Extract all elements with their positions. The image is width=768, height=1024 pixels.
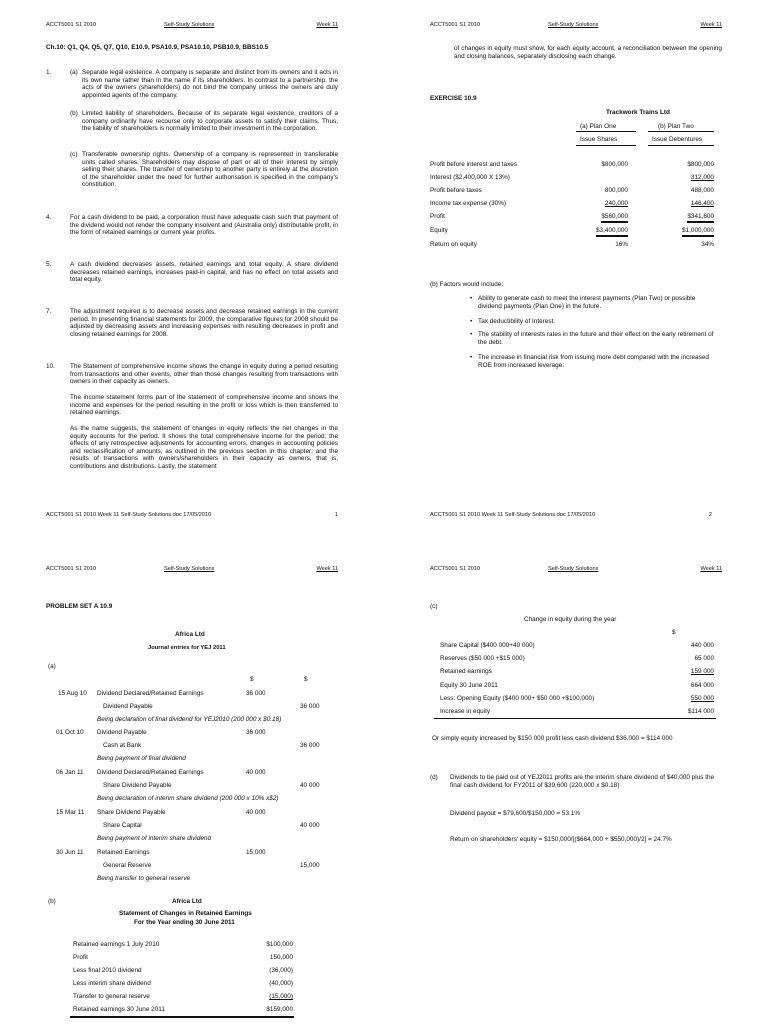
journal-account: Dividend Declared/Retained Earnings	[97, 690, 204, 697]
header-course: ACCT5001 S1 2010	[430, 22, 481, 28]
header-title: Self-Study Solutions	[164, 566, 215, 572]
bullet-item: Ability to generate cash to meet the interest payments (Plan Two) or possible dividend payments (Plan One) in the future.	[478, 295, 696, 310]
chapter-title: Ch.10: Q1, Q4, Q5, Q7, Q10, E10.9, PSA10.9, PSA10.10, PSB10.9, BBS10.5	[46, 44, 269, 51]
header-week: Week 11	[316, 22, 338, 28]
q1c-text: Transferable ownership rights. Ownership of a company is represented in transferable units called shares. Shareholders may dispose of part or all of their interest by simply selling their shares. The transfer of ownership to another party is entirely at the discretion of the shareholder under the need for further authorisation is specified in the company's constitution.	[82, 151, 338, 189]
journal-date: 06 Jan 11	[56, 769, 84, 776]
bullet-icon: •	[470, 354, 473, 361]
company-name: Trackwork Trains Ltd	[606, 109, 670, 116]
row-label: Income tax expense (30%)	[430, 200, 507, 207]
col-a-rule	[576, 131, 636, 132]
col-a-subheader: Issue Shares	[580, 136, 618, 143]
row-plan-two: 34%	[701, 241, 714, 248]
part-a-label: (a)	[48, 663, 56, 670]
change-title: Change in equity during the year	[524, 616, 617, 623]
row-label: Equity	[430, 227, 448, 234]
row-plan-one: 800,000	[604, 187, 628, 194]
col-b-subheader: Issue Debentures	[652, 136, 703, 143]
journal-narration: Being payment of interim share dividend	[97, 835, 212, 842]
row-plan-one: 240,000	[604, 200, 628, 207]
journal-debit: 36 000	[246, 729, 266, 736]
re-row-label: Less interim share dividend	[73, 980, 151, 987]
row-label: Profit before taxes	[430, 187, 482, 194]
re-row-value: (15,000)	[269, 993, 293, 1000]
change-row-label: Equity 30 June 2011	[440, 682, 498, 689]
re-row-label: Transfer to general reserve	[73, 993, 150, 1000]
footer-filename: ACCT5001 S1 2010 Week 11 Self-Study Solutions.doc 17/05/2010	[46, 512, 212, 518]
part-c-label: (c)	[430, 603, 438, 610]
col-b-rule	[648, 131, 714, 132]
credit-currency: $	[304, 676, 308, 683]
company-name: Africa Ltd	[175, 631, 205, 638]
journal-account: Share Capital	[103, 822, 142, 829]
journal-credit: 40 000	[300, 782, 320, 789]
q10-paragraph-3: As the name suggests, the statement of changes in equity reflects the net changes in the equity accounts for the period. It shows the total comprehensive income for the period; the effects of any retrospective adjustments for accounting errors, changes in accounting policies and reclassification of amounts, as outlined in the previous section in this chapter; and the results of transactions with owners/shareholders in their capacity as owners, that is, contributions and distributions. Lastly, the statement	[70, 425, 338, 470]
header-course: ACCT5001 S1 2010	[46, 566, 97, 572]
row-plan-two: 312,000	[690, 174, 714, 181]
re-row-value: (40,000)	[269, 980, 293, 987]
re-row-value: $100,000	[266, 941, 293, 948]
q5-text: A cash dividend decreases assets, retained earnings and total equity. A share dividend decreases retained earnings, increases paid-in capital, and has no effect on total assets and total equity.	[70, 261, 338, 284]
header-week: Week 11	[700, 22, 722, 28]
journal-subtitle: Journal entries for YEJ 2011	[148, 645, 226, 651]
part-b-label: (b)	[48, 898, 56, 905]
change-row-value: 65 000	[694, 655, 714, 662]
exercise-heading: EXERCISE 10.9	[430, 95, 477, 102]
bullet-item: The increase in financial risk from issuing more debt compared with the increased ROE from increased leverage.	[478, 354, 709, 369]
col-b-header: (b) Plan Two	[658, 123, 694, 130]
page-2	[384, 0, 768, 512]
row-label: Return on equity	[430, 241, 477, 248]
journal-date: 15 Aug 10	[58, 690, 87, 697]
change-row-value: 440 000	[690, 642, 714, 649]
footer-page-number: 1	[334, 512, 338, 518]
q10-continued: of changes in equity must show, for each equity account, a reconciliation between the opening and closing balances, separately disclosing each change.	[454, 45, 722, 60]
journal-date: 01 Oct 10	[56, 729, 84, 736]
re-row-value: 150,000	[269, 954, 293, 961]
re-row-label: Profit	[73, 954, 88, 961]
journal-narration: Being declaration of final dividend for YEJ2010 (200 000 x $0.18)	[97, 716, 282, 723]
journal-credit: 36 000	[300, 742, 320, 749]
alternative-calculation: Or simply equity increased by $150 000 profit less cash dividend $36,000 = $114 000	[432, 735, 673, 742]
re-row-label: Retained earnings 1 July 2010	[73, 941, 160, 948]
part-d-text: Dividends to be paid out of YEJ2011 profits are the interim share dividend of $40,000 plus the final cash dividend for FY2011 of $39,600 (220,000 x $0.18)	[450, 774, 715, 789]
col-b-rule-2	[648, 145, 714, 146]
problem-set-heading: PROBLEM SET A 10.9	[46, 603, 113, 610]
journal-account: General Reserve	[103, 862, 152, 869]
header-title: Self-Study Solutions	[164, 22, 215, 28]
q10-paragraph-2: The income statement forms part of the statement of comprehensive income and shows the income and expenses for the period resulting in the profit or loss which is then transferred to retained earnings.	[70, 394, 338, 417]
factors-heading: (b) Factors would include:	[430, 281, 504, 288]
bullet-item: Tax deductibility of Interest.	[478, 318, 556, 325]
journal-account: Dividend Declared/Retained Earnings	[97, 769, 204, 776]
q4-text: For a cash dividend to be paid, a corporation must have adequate cash such that payment of the dividend would not render the company insolvent and (Australia only) distributable profit, in the form of retained earnings or current year profits.	[70, 214, 338, 237]
header-week: Week 11	[316, 566, 338, 572]
journal-debit: 36 000	[246, 690, 266, 697]
q1b-label: (b)	[70, 110, 78, 117]
change-table-rule	[434, 718, 716, 719]
q1a-text: Separate legal existence. A company is separate and distinct from its owners and it acts in its own name rather than in the name if its shareholders. In contrast to a partnership, the acts of the owners (shareholders) do not bind the company unless the owners are duly appointed agents of the company.	[82, 69, 338, 99]
journal-date: 30 Jun 11	[56, 849, 84, 856]
header-title: Self-Study Solutions	[548, 566, 599, 572]
row-plan-one: 16%	[615, 241, 628, 248]
row-plan-one: $3,400,000	[596, 227, 628, 237]
q1c-label: (c)	[70, 151, 78, 158]
change-row-value: 664 000	[690, 682, 714, 689]
journal-narration: Being transfer to general reserve	[97, 875, 191, 882]
debit-currency: $	[250, 676, 254, 683]
journal-credit: 40 000	[300, 822, 320, 829]
re-total-rule	[70, 1016, 294, 1018]
bullet-icon: •	[470, 331, 473, 338]
journal-account: Share Dividend Payable	[97, 809, 166, 816]
change-row-label: Reserves ($50 000 +$15 000)	[440, 655, 525, 662]
header-title: Self-Study Solutions	[548, 22, 599, 28]
journal-debit: 40 000	[246, 769, 266, 776]
journal-credit: 15,000	[300, 862, 320, 869]
q7-number: 7.	[46, 308, 52, 315]
page-4	[384, 512, 768, 1024]
journal-account: Dividend Payable	[103, 703, 153, 710]
journal-account: Share Dividend Payable	[103, 782, 172, 789]
header-course: ACCT5001 S1 2010	[430, 566, 481, 572]
change-row-value: 550 000	[690, 695, 714, 702]
row-label: Interest ($2,400,000 X 13%)	[430, 174, 510, 181]
re-row-value: (36,000)	[269, 967, 293, 974]
row-plan-two: 146,400	[690, 200, 714, 207]
statement-company: Africa Ltd	[172, 898, 202, 905]
dividend-payout: Dividend payout = $79,600/$150,000 = 53.1%	[450, 810, 581, 817]
row-plan-two: $800,000	[687, 161, 714, 168]
statement-period: For the Year ending 30 June 2011	[134, 919, 235, 926]
change-row-label: Increase in equity	[440, 708, 491, 715]
change-row-value: $114 000	[687, 708, 714, 715]
statement-title: Statement of Changes in Retained Earnings	[119, 910, 252, 917]
re-row-label: Less final 2010 dividend	[73, 967, 142, 974]
change-row-label: Share Capital ($400 000+40 000)	[440, 642, 535, 649]
journal-account: Dividend Payable	[97, 729, 147, 736]
bullet-icon: •	[470, 318, 473, 325]
change-row-label: Retained earnings	[440, 668, 492, 675]
header-course: ACCT5001 S1 2010	[46, 22, 97, 28]
page-3	[0, 512, 384, 1024]
bullet-icon: •	[470, 295, 473, 302]
col-a-rule-2	[576, 145, 636, 146]
footer-filename: ACCT5001 S1 2010 Week 11 Self-Study Solutions.doc 17/05/2010	[430, 512, 596, 518]
footer-page-number: 2	[708, 512, 712, 518]
row-plan-one: $800,000	[601, 161, 628, 168]
bullet-item: The stability of interests rates in the future and their effect on the early retirement of the debt.	[478, 331, 714, 346]
journal-date: 15 Mar 11	[56, 809, 85, 816]
row-plan-two: $341,600	[687, 213, 714, 223]
q10-number: 10.	[46, 363, 55, 370]
journal-account: Cash at Bank	[103, 742, 142, 749]
row-label: Profit before interest and taxes	[430, 161, 518, 168]
q1-number: 1.	[46, 69, 52, 76]
journal-debit: 40 000	[246, 809, 266, 816]
journal-narration: Being declaration of interim share dividend (200 000 x 10% x$2)	[97, 795, 279, 802]
return-on-equity: Return on shareholders' equity = $150,000/[($664,000 + $550,000)/2] = 24.7%	[450, 836, 672, 843]
journal-debit: 15,000	[246, 849, 266, 856]
journal-account: Retained Earnings	[97, 849, 150, 856]
row-plan-two: $1,000,000	[682, 227, 714, 237]
change-currency: $	[672, 629, 676, 636]
change-row-value: 159 000	[690, 668, 714, 675]
part-d-label: (d)	[430, 774, 438, 781]
journal-narration: Being payment of final dividend	[97, 755, 186, 762]
q4-number: 4.	[46, 214, 52, 221]
header-week: Week 11	[700, 566, 722, 572]
row-label: Profit	[430, 213, 445, 220]
q1b-text: Limited liability of shareholders. Because of its separate legal existence, creditors of a company ordinarily have recourse only to corporate assets to satisfy their claims. Thus, the liability of shareholders is normally limited to their investment in the corporation.	[82, 110, 338, 133]
q10-paragraph-1: The Statement of comprehensive income shows the change in equity during a period resulting from transactions and other events, other than those changes resulting from transactions with owners in their capacity as owners.	[70, 363, 338, 386]
page-1	[0, 0, 384, 512]
re-row-label: Retained earnings 30 June 2011	[73, 1006, 165, 1013]
row-plan-two: 488,000	[690, 187, 714, 194]
re-row-value: $159,000	[266, 1006, 293, 1013]
change-row-label: Less: Opening Equity ($400 000+ $50 000 +$100,000)	[440, 695, 595, 702]
q5-number: 5.	[46, 261, 52, 268]
row-plan-one: $560,000	[601, 213, 628, 223]
q7-text: The adjustment required is to decrease assets and decrease retained earnings in the current period. In presenting financial statements for 2009, the comparative figures for 2008 should be adjusted by decreasing assets and increasing expenses with resulting decreases in profit and closing retained earnings for 2008.	[70, 308, 338, 338]
q1a-label: (a)	[70, 69, 78, 76]
journal-credit: 36 000	[300, 703, 320, 710]
col-a-header: (a) Plan One	[580, 123, 617, 130]
